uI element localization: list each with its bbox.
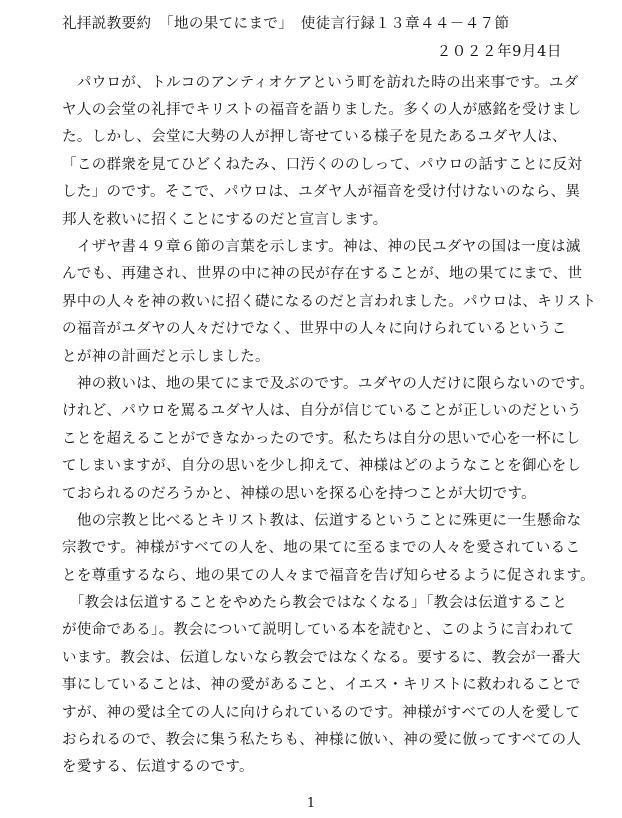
body-line: 「この群衆を見てひどくねたみ、口汚くののしって、パウロの話すことに反対 [62,157,583,173]
document-date: ２０２２年9月4日 [436,44,562,60]
body-line: けれど、パウロを罵るユダヤ人は、自分が信じていることが正しいのだという [62,403,582,419]
body-line: ておられるのだろうかと、神様の思いを探る心を持つことが大切です。 [62,486,537,502]
body-line: んでも、再建され、世界の中に神の民が存在することが、地の果てにまで、世 [62,266,583,282]
body-line: パウロが、トルコのアンティオケアという町を訪れた時の出来事です。ユダ [62,75,579,91]
body-line: イザヤ書４９章６節の言葉を示します。神は、神の民ユダヤの国は一度は滅 [62,239,581,255]
body-line: 神の救いは、地の果てにまで及ぶのです。ユダヤの人だけに限らないのです。 [62,376,595,392]
body-line: ヤ人の会堂の礼拝でキリストの福音を語りました。多くの人が感銘を受けまし [62,102,582,118]
body-line: ことを超えることができなかったのです。私たちは自分の思いで心を一杯にし [62,431,581,447]
body-line: を愛する、伝道するのです。 [62,759,254,775]
body-line: てしまいますが、自分の思いを少し抑えて、神様はどのようなことを御心をし [62,458,582,474]
body-line: 邦人を救いに招くことにするのだと宣言します。 [62,212,388,228]
body-line: おられるので、教会に集う私たちも、神様に倣い、神の愛に倣ってすべての人 [62,732,582,748]
body-line: 「教会は伝道することをやめたら教会ではなくなる」「教会は伝道すること [62,595,568,611]
body-line: 他の宗教と比べるとキリスト教は、伝道するということに殊更に一生懸命な [62,513,582,529]
body-line: 事にしていることは、神の愛があること、イエス・キリストに救われることで [62,677,581,693]
page-number: 1 [306,796,316,811]
body-line: の福音がユダヤの人々だけでなく、世界中の人々に向けられているというこ [62,321,567,337]
body-line: 宗教です。神様がすべての人を、地の果てに至るまでの人々を愛されているこ [62,540,581,556]
body-line: 界中の人々を神の救いに招く礎になるのだと言われました。パウロは、キリスト [62,294,597,310]
body-line: とが神の計画だと示しました。 [62,349,270,365]
body-line: が使命である」。教会について説明している本を読むと、このように言われて [62,622,575,638]
body-line: います。教会は、伝道しないなら教会ではなくなる。要するに、教会が一番大 [62,650,581,666]
body-line: した」のです。そこで、パウロは、ユダヤ人が福音を受け付けないのなら、異 [62,184,581,200]
body-line: とを尊重するなら、地の果ての人々まで福音を告げ知らせるように促されます。 [62,568,596,584]
body-line: すが、神の愛は全ての人に向けられているのです。神様がすべての人を愛して [62,705,581,721]
document-header: 礼拝説教要約 「地の果てにまで」 使徒言行録１３章４４－４７節 [62,16,510,32]
body-line: た。しかし、会堂に大勢の人が押し寄せている様子を見たあるユダヤ人は、 [62,129,567,145]
